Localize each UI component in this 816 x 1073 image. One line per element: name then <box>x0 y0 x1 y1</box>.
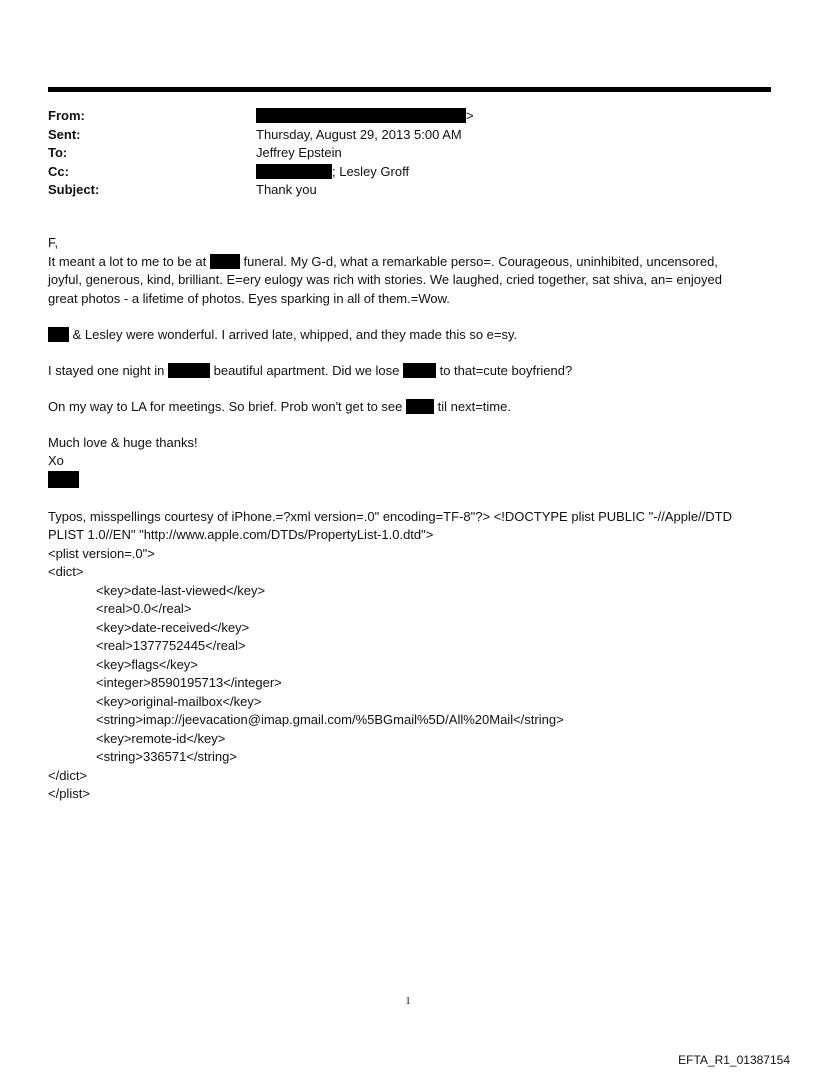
plist-line: <integer>8590195713</integer> <box>96 675 282 690</box>
cc-value <box>256 163 409 182</box>
plist-line: <key>flags</key> <box>96 656 198 672</box>
text-span: beautiful apartment. Did we lose <box>213 362 400 378</box>
to-label: To: <box>48 145 68 160</box>
closing-1: Much love & huge thanks! <box>48 434 198 450</box>
redaction-box <box>256 108 466 123</box>
from-suffix: > <box>466 108 474 123</box>
paragraph-1 <box>48 253 768 309</box>
text-span: & Lesley were wonderful. I arrived late, whipped, and they made this so e=sy. <box>72 326 518 342</box>
text-span: It meant a lot to me to be at <box>48 253 207 269</box>
document-id: EFTA_R1_01387154 <box>678 1053 790 1067</box>
closing-2: Xo <box>48 453 64 468</box>
plist-open: <plist version=.0"> <box>48 545 155 561</box>
sent-label: Sent: <box>48 126 81 142</box>
plist-line: <string>imap://jeevacation@imap.gmail.com/%5BGmail%5D/All%20Mail</string> <box>96 712 564 727</box>
salutation: F, <box>48 235 59 250</box>
redaction-box <box>168 363 210 378</box>
text-span: I stayed one night in <box>48 362 165 378</box>
plist-line: <string>336571</string> <box>96 749 237 764</box>
paragraph-4 <box>48 398 768 417</box>
to-value: Jeffrey Epstein <box>256 145 342 160</box>
plist-line: <key>remote-id</key> <box>96 730 226 746</box>
redaction-box <box>210 254 240 269</box>
paragraph-2 <box>48 326 768 345</box>
top-rule <box>48 87 771 92</box>
subject-label: Subject: <box>48 182 100 197</box>
email-header <box>48 107 771 200</box>
plist-line: <key>date-received</key> <box>96 619 250 635</box>
text-span: great photos - a lifetime of photos. Eyes sparking in all of them.=Wow. <box>48 290 450 306</box>
from-label: From: <box>48 108 85 123</box>
text-span: til next=time. <box>437 398 511 414</box>
plist-line: <real>1377752445</real> <box>96 638 246 653</box>
subject-row <box>48 181 771 200</box>
page-number: 1 <box>405 995 411 1007</box>
dict-close: </dict> <box>48 767 88 783</box>
plist-line: <key>date-last-viewed</key> <box>96 582 266 598</box>
signature-redaction <box>48 471 768 491</box>
from-row <box>48 107 771 126</box>
text-span: funeral. My G-d, what a remarkable perso=. Courageous, uninhibited, uncensored, <box>243 253 718 269</box>
cc-text: ; Lesley Groff <box>332 163 410 179</box>
plist-line: <key>original-mailbox</key> <box>96 693 262 709</box>
text-span: On my way to LA for meetings. So brief. Prob won't get to see <box>48 398 403 414</box>
to-row <box>48 144 771 163</box>
plist-line: <real>0.0</real> <box>96 601 192 616</box>
redaction-box <box>48 471 79 488</box>
redaction-box <box>406 399 434 414</box>
redaction-box <box>403 363 436 378</box>
plist-close: </plist> <box>48 786 90 801</box>
typos-line-2: PLIST 1.0//EN" "http://www.apple.com/DTDs/PropertyList-1.0.dtd"> <box>48 527 434 542</box>
redaction-box <box>256 164 332 179</box>
email-body <box>48 234 768 804</box>
text-span: to that=cute boyfriend? <box>439 362 573 378</box>
text-span: joyful, generous, kind, brilliant. E=ery eulogy was rich with stories. We laughed, cried together, sat shiva, an= enjoyed <box>48 272 722 287</box>
dict-open: <dict> <box>48 564 84 579</box>
subject-value: Thank you <box>256 182 317 197</box>
cc-label: Cc: <box>48 163 69 179</box>
sent-row <box>48 126 771 145</box>
from-value <box>256 107 474 126</box>
typos-line-1: Typos, misspellings courtesy of iPhone.=?xml version=.0" encoding=TF-8"?> <!DOCTYPE plist PUBLIC "-//Apple//DTD <box>48 508 732 524</box>
redaction-box <box>48 327 69 342</box>
sent-value: Thursday, August 29, 2013 5:00 AM <box>256 126 462 142</box>
cc-row <box>48 163 771 182</box>
paragraph-3 <box>48 362 768 381</box>
